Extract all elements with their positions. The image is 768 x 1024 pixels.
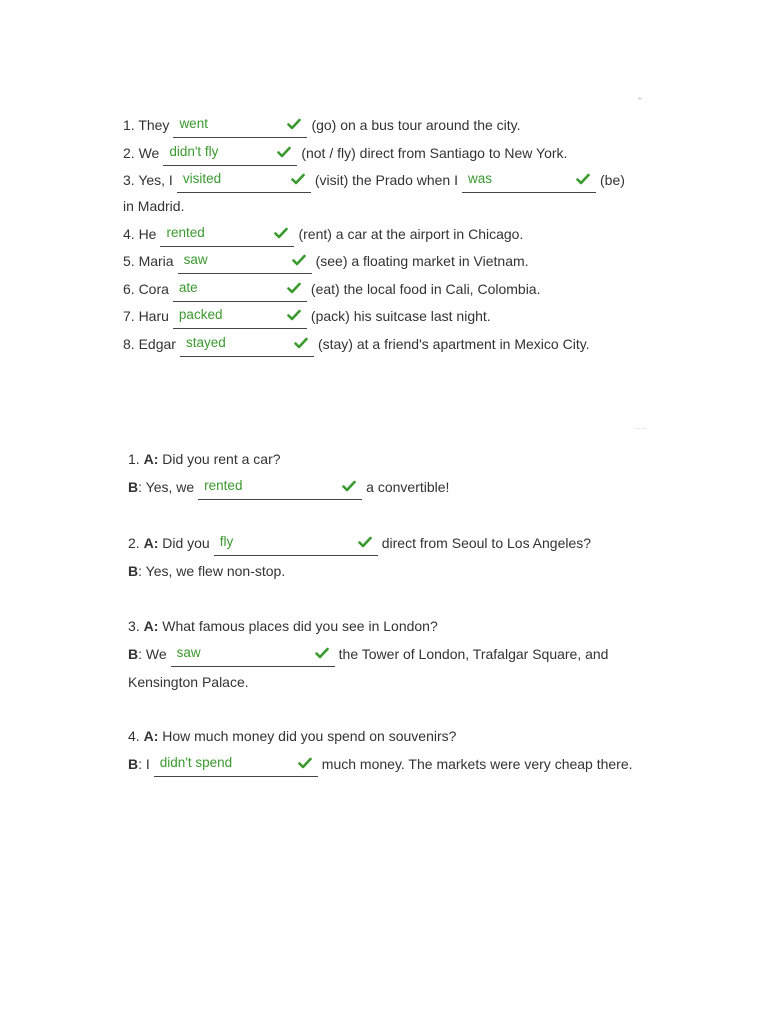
speaker-a-label: A: <box>143 451 159 467</box>
answer-value: visited <box>182 171 222 186</box>
item-suffix: (see) a floating market in Vietnam. <box>315 253 529 269</box>
answer-field[interactable] <box>180 331 314 357</box>
exercise1-item-3 <box>123 166 625 194</box>
exercise1-item-8 <box>123 330 590 358</box>
speaker-b-label: B <box>128 479 139 495</box>
check-icon <box>342 479 356 493</box>
item-prefix: 2. We <box>123 145 160 161</box>
answer-value: fly <box>219 534 234 549</box>
dialog4-answer <box>128 750 633 778</box>
scroll-up-caret-icon[interactable]: ⌃ <box>636 96 644 106</box>
check-icon <box>277 145 291 159</box>
item-suffix: (pack) his suitcase last night. <box>310 308 491 324</box>
answer-field[interactable] <box>173 303 307 329</box>
speaker-b-label: B <box>128 563 139 579</box>
item-suffix: (not / fly) direct from Santiago to New York. <box>301 145 568 161</box>
answer-field[interactable] <box>171 641 335 667</box>
answer-prefix: : Yes, we <box>138 479 195 495</box>
speaker-a-label: A: <box>143 535 159 551</box>
answer-value: saw <box>183 252 208 267</box>
item-suffix: (eat) the local food in Cali, Colombia. <box>310 281 541 297</box>
item-suffix: (go) on a bus tour around the city. <box>311 117 521 133</box>
answer-value: rented <box>166 225 205 240</box>
item-prefix: 3. Yes, I <box>123 172 173 188</box>
exercise1-item-1 <box>123 111 521 139</box>
check-icon <box>292 253 306 267</box>
answer-value: stayed <box>185 335 226 350</box>
answer-field[interactable] <box>173 112 307 138</box>
dialog-number: 3. <box>128 618 140 634</box>
dialog3-answer-continuation <box>128 668 249 696</box>
speaker-b-label: B <box>128 646 139 662</box>
question-text: Did you rent a car? <box>162 451 281 467</box>
dialog2-question <box>128 529 591 557</box>
dialog-number: 1. <box>128 451 140 467</box>
dialog-number: 2. <box>128 535 140 551</box>
question-suffix: direct from Seoul to Los Angeles? <box>381 535 592 551</box>
answer-prefix: : We <box>138 646 167 662</box>
answer-value: ate <box>178 280 198 295</box>
question-text: What famous places did you see in London? <box>162 618 438 634</box>
item-prefix: 7. Haru <box>123 308 169 324</box>
answer-value: saw <box>176 645 201 660</box>
answer-text: : Yes, we flew non-stop. <box>138 563 286 579</box>
answer-continuation: Kensington Palace. <box>128 674 249 690</box>
section-divider-mark <box>636 428 646 431</box>
exercise1-item-7 <box>123 302 491 330</box>
item-suffix: (stay) at a friend's apartment in Mexico City. <box>317 336 590 352</box>
answer-field[interactable] <box>198 474 362 500</box>
check-icon <box>291 172 305 186</box>
item-prefix: 4. He <box>123 226 157 242</box>
answer-value: didn't fly <box>169 144 219 159</box>
speaker-b-label: B <box>128 756 139 772</box>
item-prefix: 1. They <box>123 117 170 133</box>
exercise1-item-2 <box>123 139 567 167</box>
answer-field[interactable] <box>173 276 307 302</box>
exercise1-item-3-continuation <box>123 192 184 220</box>
answer-value: didn't spend <box>159 755 233 770</box>
answer-suffix: the Tower of London, Trafalgar Square, and <box>338 646 609 662</box>
question-text: How much money did you spend on souvenirs? <box>162 728 457 744</box>
dialog1-question <box>128 445 281 473</box>
answer-field[interactable] <box>163 140 297 166</box>
answer-value: packed <box>178 307 223 322</box>
exercise1-item-4 <box>123 220 523 248</box>
exercise1-item-5 <box>123 247 529 275</box>
check-icon <box>315 646 329 660</box>
answer-field[interactable] <box>177 167 311 193</box>
item-suffix: (be) <box>600 172 625 188</box>
answer-prefix: : I <box>138 756 150 772</box>
check-icon <box>294 336 308 350</box>
answer-value: went <box>179 116 208 131</box>
item-prefix: 8. Edgar <box>123 336 176 352</box>
speaker-a-label: A: <box>143 728 159 744</box>
speaker-a-label: A: <box>143 618 159 634</box>
dialog2-answer <box>128 557 285 585</box>
check-icon <box>576 172 590 186</box>
check-icon <box>274 226 288 240</box>
check-icon <box>358 535 372 549</box>
answer-field[interactable] <box>214 530 378 556</box>
answer-field[interactable] <box>154 751 318 777</box>
item-suffix: (rent) a car at the airport in Chicago. <box>298 226 524 242</box>
dialog3-question <box>128 612 438 640</box>
check-icon <box>287 281 301 295</box>
question-prefix: Did you <box>162 535 210 551</box>
item-continuation: in Madrid. <box>123 198 185 214</box>
item-middle: (visit) the Prado when I <box>314 172 458 188</box>
answer-field[interactable] <box>178 248 312 274</box>
answer-field-2[interactable] <box>462 167 596 193</box>
answer-suffix: a convertible! <box>366 479 450 495</box>
dialog1-answer <box>128 473 449 501</box>
dialog3-answer <box>128 640 608 668</box>
exercise1-item-6 <box>123 275 540 303</box>
answer-suffix: much money. The markets were very cheap there. <box>321 756 633 772</box>
answer-value: rented <box>204 478 243 493</box>
item-prefix: 6. Cora <box>123 281 169 297</box>
dialog-number: 4. <box>128 728 140 744</box>
check-icon <box>298 756 312 770</box>
item-prefix: 5. Maria <box>123 253 174 269</box>
answer-field[interactable] <box>160 221 294 247</box>
check-icon <box>287 308 301 322</box>
dialog4-question <box>128 722 456 750</box>
check-icon <box>287 117 301 131</box>
answer-value: was <box>468 171 493 186</box>
